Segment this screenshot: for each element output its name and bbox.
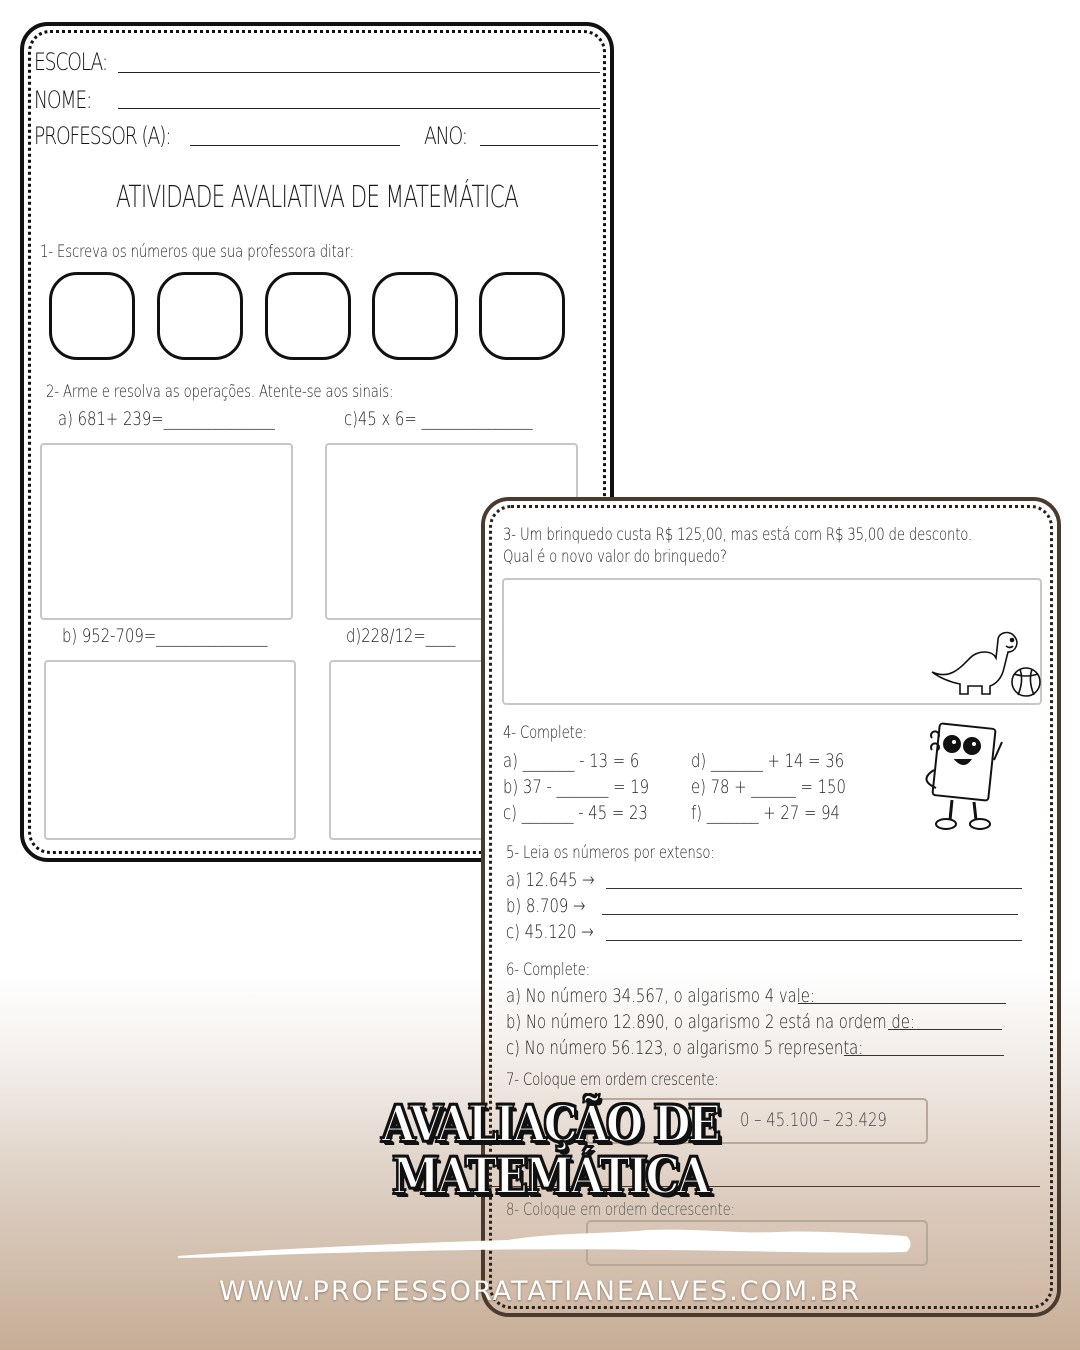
answer-box-2[interactable] xyxy=(157,272,243,360)
extenso-line-c[interactable] xyxy=(606,940,1022,941)
work-area-a[interactable] xyxy=(40,443,293,620)
complete-6-item-c: c) No número 56.123, o algarismo 5 representa: xyxy=(506,1037,864,1059)
teacher-label: PROFESSOR (A): xyxy=(34,122,171,150)
promo-title xyxy=(369,1094,730,1205)
answer-box-3[interactable] xyxy=(265,272,351,360)
school-label: ESCOLA: xyxy=(34,48,107,76)
teacher-field-line[interactable] xyxy=(190,145,400,146)
complete-item-f: f) _______ + 27 = 94 xyxy=(691,802,840,824)
answer-box-4[interactable] xyxy=(372,272,458,360)
year-label: ANO: xyxy=(424,122,467,150)
extenso-item-a: a) 12.645 → xyxy=(506,869,595,891)
dinosaur-icon xyxy=(930,628,1042,700)
worksheet-title: ATIVIDADE AVALIATIVA DE MATEMÁTICA xyxy=(115,180,519,215)
ascending-numbers: 0 – 45.100 – 23.429 xyxy=(740,1109,887,1131)
name-field-line[interactable] xyxy=(118,108,600,109)
question-8-prompt: 8- Coloque em ordem decrescente: xyxy=(506,1200,735,1220)
year-field-line[interactable] xyxy=(480,145,598,146)
operation-c: c)45 x 6= _______________ xyxy=(344,408,533,430)
question-3-line-1: 3- Um brinquedo custa R$ 125,00, mas está com R$ 35,00 de desconto. xyxy=(503,525,973,545)
extenso-item-b: b) 8.709 → xyxy=(506,895,586,917)
complete-6-line-a[interactable] xyxy=(798,1003,1006,1004)
notebook-mascot-icon xyxy=(912,720,1022,836)
question-4-prompt: 4- Complete: xyxy=(503,723,587,743)
answer-box-1[interactable] xyxy=(49,272,135,360)
website-url[interactable]: WWW.PROFESSORATATIANEALVES.COM.BR xyxy=(218,1276,862,1307)
extenso-item-c: c) 45.120 → xyxy=(506,921,594,943)
question-7-prompt: 7- Coloque em ordem crescente: xyxy=(506,1070,719,1090)
complete-item-b: b) 37 - _______ = 19 xyxy=(503,776,650,798)
complete-item-e: e) 78 + ______ = 150 xyxy=(691,776,846,798)
school-field-line[interactable] xyxy=(118,72,600,73)
answer-box-5[interactable] xyxy=(479,272,565,360)
promo-title-line-2: MATEMÁTICA xyxy=(392,1146,708,1205)
question-1-prompt: 1- Escreva os números que sua professora ditar: xyxy=(40,242,354,262)
brush-stroke-decoration xyxy=(178,1226,912,1260)
complete-6-item-a: a) No número 34.567, o algarismo 4 vale: xyxy=(506,985,815,1007)
complete-item-c: c) _______ - 45 = 23 xyxy=(503,802,648,824)
operation-d: d)228/12=____ xyxy=(346,625,456,647)
extenso-line-b[interactable] xyxy=(602,914,1018,915)
question-6-prompt: 6- Complete: xyxy=(506,960,590,980)
complete-item-a: a) _______ - 13 = 6 xyxy=(503,750,640,772)
question-5-prompt: 5- Leia os números por extenso: xyxy=(506,843,715,863)
operation-b: b) 952-709=_______________ xyxy=(62,625,268,647)
complete-6-line-c[interactable] xyxy=(844,1055,1004,1056)
name-label: NOME: xyxy=(34,86,92,114)
question-3-line-2: Qual é o novo valor do brinquedo? xyxy=(503,547,727,567)
work-area-b[interactable] xyxy=(44,660,296,840)
operation-a: a) 681+ 239=_______________ xyxy=(58,408,275,430)
complete-6-item-b: b) No número 12.890, o algarismo 2 está na ordem de: xyxy=(506,1011,915,1033)
complete-item-d: d) _______ + 14 = 36 xyxy=(691,750,845,772)
extenso-line-a[interactable] xyxy=(606,888,1022,889)
promo-title-line-1: AVALIAÇÃO DE xyxy=(381,1094,719,1153)
complete-6-line-b[interactable] xyxy=(888,1029,1002,1030)
question-2-prompt: 2- Arme e resolva as operações. Atente-se aos sinais: xyxy=(46,382,394,402)
